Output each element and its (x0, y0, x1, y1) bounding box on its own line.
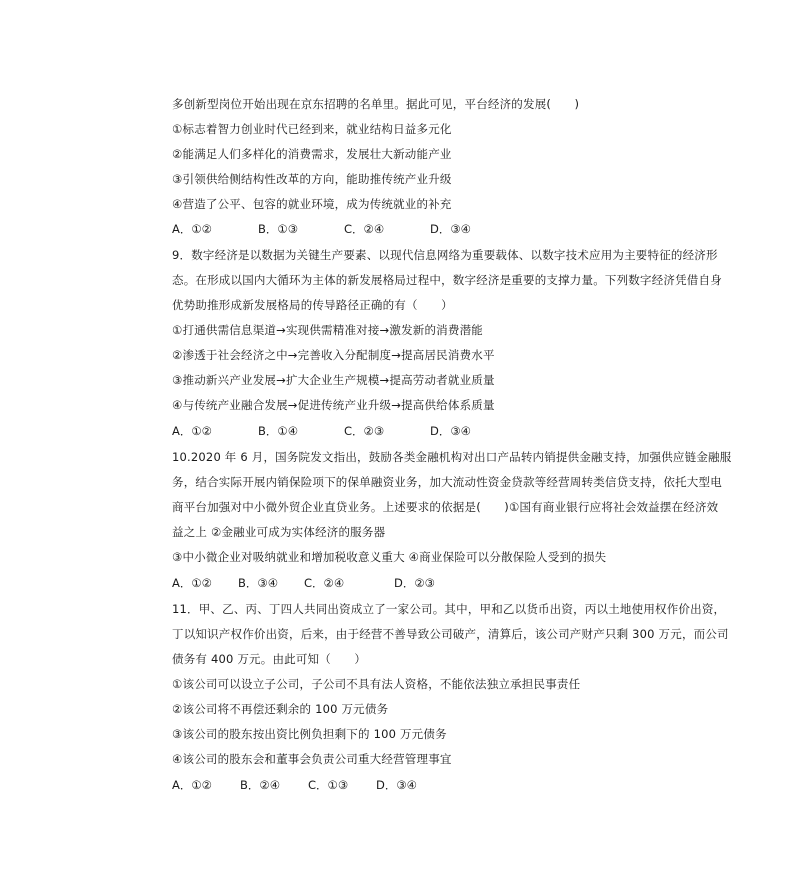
q10-options (172, 575, 435, 591)
q9-stem-line-2: 态。在形成以国内大循环为主体的新发展格局过程中，数字经济是重要的支撑力量。下列数字经济凭借自身 (172, 273, 722, 287)
q9-item-3: ③推动新兴产业发展→扩大企业生产规模→提高劳动者就业质量 (172, 373, 495, 387)
q9-item-2: ②渗透于社会经济之中→完善收入分配制度→提高居民消费水平 (172, 348, 495, 362)
q11-item-2: ②该公司将不再偿还剩余的 100 万元债务 (172, 702, 389, 716)
q8-item-1: ①标志着智力创业时代已经到来，就业结构日益多元化 (172, 122, 452, 136)
q8-options (172, 221, 471, 237)
q10-option-d: D．②③ (394, 576, 435, 590)
q8-option-c: C．②④ (344, 222, 385, 236)
q9-stem-line-1: 9．数字经济是以数据为关键生产要素、以现代信息网络为重要载体、以数字技术应用为主要特征的经济形 (172, 248, 718, 262)
q10-stem-line-5: ③中小微企业对吸纳就业和增加税收意义重大 ④商业保险可以分散保险人受到的损失 (172, 550, 607, 564)
q9-item-1: ①打通供需信息渠道→实现供需精准对接→激发新的消费潜能 (172, 323, 483, 337)
q8-option-b: B．①③ (258, 222, 299, 236)
q10-stem-line-2: 务，结合实际开展内销保险项下的保单融资业务，加大流动性资金贷款等经营周转类信贷支持，依托大型电 (172, 475, 722, 489)
q8-item-2: ②能满足人们多样化的消费需求，发展壮大新动能产业 (172, 147, 452, 161)
q9-option-d: D．③④ (430, 424, 471, 438)
q11-options (172, 777, 417, 793)
q8-item-4: ④营造了公平、包容的就业环境，成为传统就业的补充 (172, 197, 452, 211)
q11-item-4: ④该公司的股东会和董事会负责公司重大经营管理事宜 (172, 752, 452, 766)
q11-item-1: ①该公司可以设立子公司，子公司不具有法人资格，不能依法独立承担民事责任 (172, 677, 581, 691)
q10-option-a: A．①② (172, 576, 212, 590)
q11-stem-line-3: 债务有 400 万元。由此可知（ ） (172, 652, 367, 666)
q9-option-b: B．①④ (258, 424, 299, 438)
q9-stem-line-3: 优势助推形成新发展格局的传导路径正确的有（ ） (172, 298, 453, 312)
q9-options (172, 423, 471, 439)
q8-option-d: D．③④ (430, 222, 471, 236)
q10-option-b: B．③④ (238, 576, 279, 590)
q9-item-4: ④与传统产业融合发展→促进传统产业升级→提高供给体系质量 (172, 398, 495, 412)
q10-option-c: C．②④ (304, 576, 345, 590)
q11-option-a: A．①② (172, 778, 212, 792)
q11-stem-line-2: 丁以知识产权作价出资，后来，由于经营不善导致公司破产，清算后，该公司产财产只剩 300 万元，而公司 (172, 627, 729, 641)
q11-option-d: D．③④ (376, 778, 417, 792)
q10-stem-line-4: 益之上 ②金融业可成为实体经济的服务器 (172, 525, 386, 539)
q8-item-3: ③引领供给侧结构性改革的方向，能助推传统产业升级 (172, 172, 452, 186)
q10-stem-line-1: 10.2020 年 6 月，国务院发文指出，鼓励各类金融机构对出口产品转内销提供金融支持，加强供应链金融服 (172, 450, 732, 464)
q11-option-b: B．②④ (240, 778, 281, 792)
q11-option-c: C．①③ (308, 778, 349, 792)
q9-option-c: C．②③ (344, 424, 385, 438)
q8-stem: 多创新型岗位开始出现在京东招聘的名单里。据此可见，平台经济的发展( ) (172, 97, 580, 111)
q11-stem-line-1: 11．甲、乙、丙、丁四人共同出资成立了一家公司。其中，甲和乙以货币出资，丙以土地使用权作价出资， (172, 602, 726, 616)
q9-option-a: A．①② (172, 424, 212, 438)
q11-item-3: ③该公司的股东按出资比例负担剩下的 100 万元债务 (172, 727, 447, 741)
q10-stem-line-3: 商平台加强对中小微外贸企业直贷业务。上述要求的依据是( )①国有商业银行应将社会效益摆在经济效 (172, 500, 719, 514)
q8-option-a: A．①② (172, 222, 212, 236)
